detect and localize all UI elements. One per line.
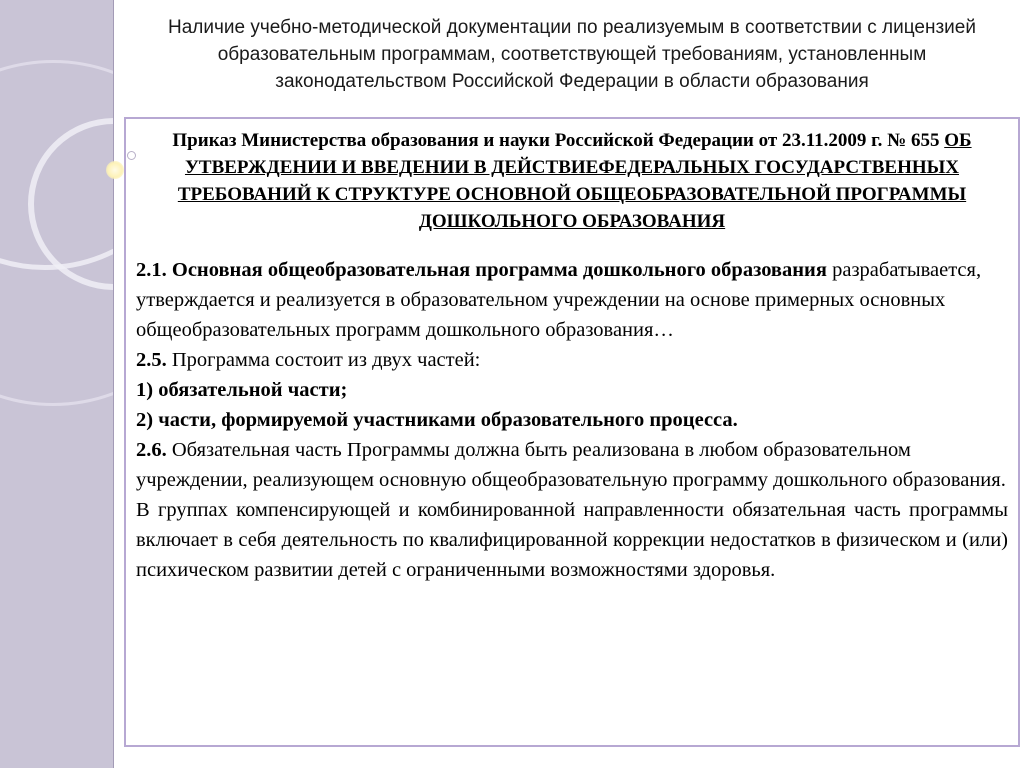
clause-2-1-bold: Основная общеобразовательная программа дошкольного образования	[171, 259, 827, 281]
order-heading-underlined: ОБ УТВЕРЖДЕНИИ И ВВЕДЕНИИ В ДЕЙСТВИЕФЕДЕРАЛЬНЫХ ГОСУДАРСТВЕННЫХ ТРЕБОВАНИЙ К СТРУКТУРЕ ОСНОВНОЙ ОБЩЕОБРАЗОВАТЕЛЬНОЙ ПРОГРАММЫ ДОШКОЛЬНОГО ОБРАЗОВАНИЯ	[177, 130, 972, 232]
slide-title: Наличие учебно-методической документации по реализуемым в соответствии с лицензией образовательным программам, соответствующей требованиям, установленным законодательством Российской Федерации в области образования	[168, 17, 976, 92]
compensating-groups-paragraph: В группах компенсирующей и комбинированной направленности обязательная часть программы включает в себя деятельность по квалифицированной коррекции недостатков в физическом и (или) психическом развитии детей с ограниченными возможностями здоровья.	[136, 499, 1008, 581]
clause-2-6-number: 2.6.	[136, 439, 167, 461]
program-part-1	[136, 375, 1008, 405]
clause-2-5-number: 2.5.	[136, 349, 167, 371]
decorative-glow-dot	[106, 161, 124, 179]
order-heading-plain: Приказ Министерства образования и науки Российской Федерации от 23.11.2009 г. № 655	[172, 130, 945, 151]
clause-2-6-text: Обязательная часть Программы должна быть реализована в любом образовательном учреждении, реализующем основную общеобразовательную программу дошкольного образования.	[136, 439, 1006, 491]
spacer	[136, 235, 1008, 255]
program-part-2-text: 2) части, формируемой участниками образовательного процесса.	[136, 409, 738, 431]
document-frame	[124, 117, 1020, 747]
clause-2-1-number: 2.1.	[136, 259, 172, 281]
decorative-sidebar	[0, 0, 113, 768]
order-heading	[136, 127, 1008, 235]
clause-2-5	[136, 345, 1008, 375]
clause-2-6	[136, 435, 1008, 495]
clause-2-1	[136, 255, 1008, 345]
program-part-2	[136, 405, 1008, 435]
clause-2-5-text: Программа состоит из двух частей:	[166, 349, 481, 371]
sidebar-divider	[113, 0, 114, 768]
clause-2-1-text: разрабатывается, утверждается и реализуется в образовательном учреждении на основе примерных основных общеобразовательных программ дошкольного образования…	[136, 259, 982, 341]
program-part-1-text: 1) обязательной части;	[136, 379, 348, 401]
